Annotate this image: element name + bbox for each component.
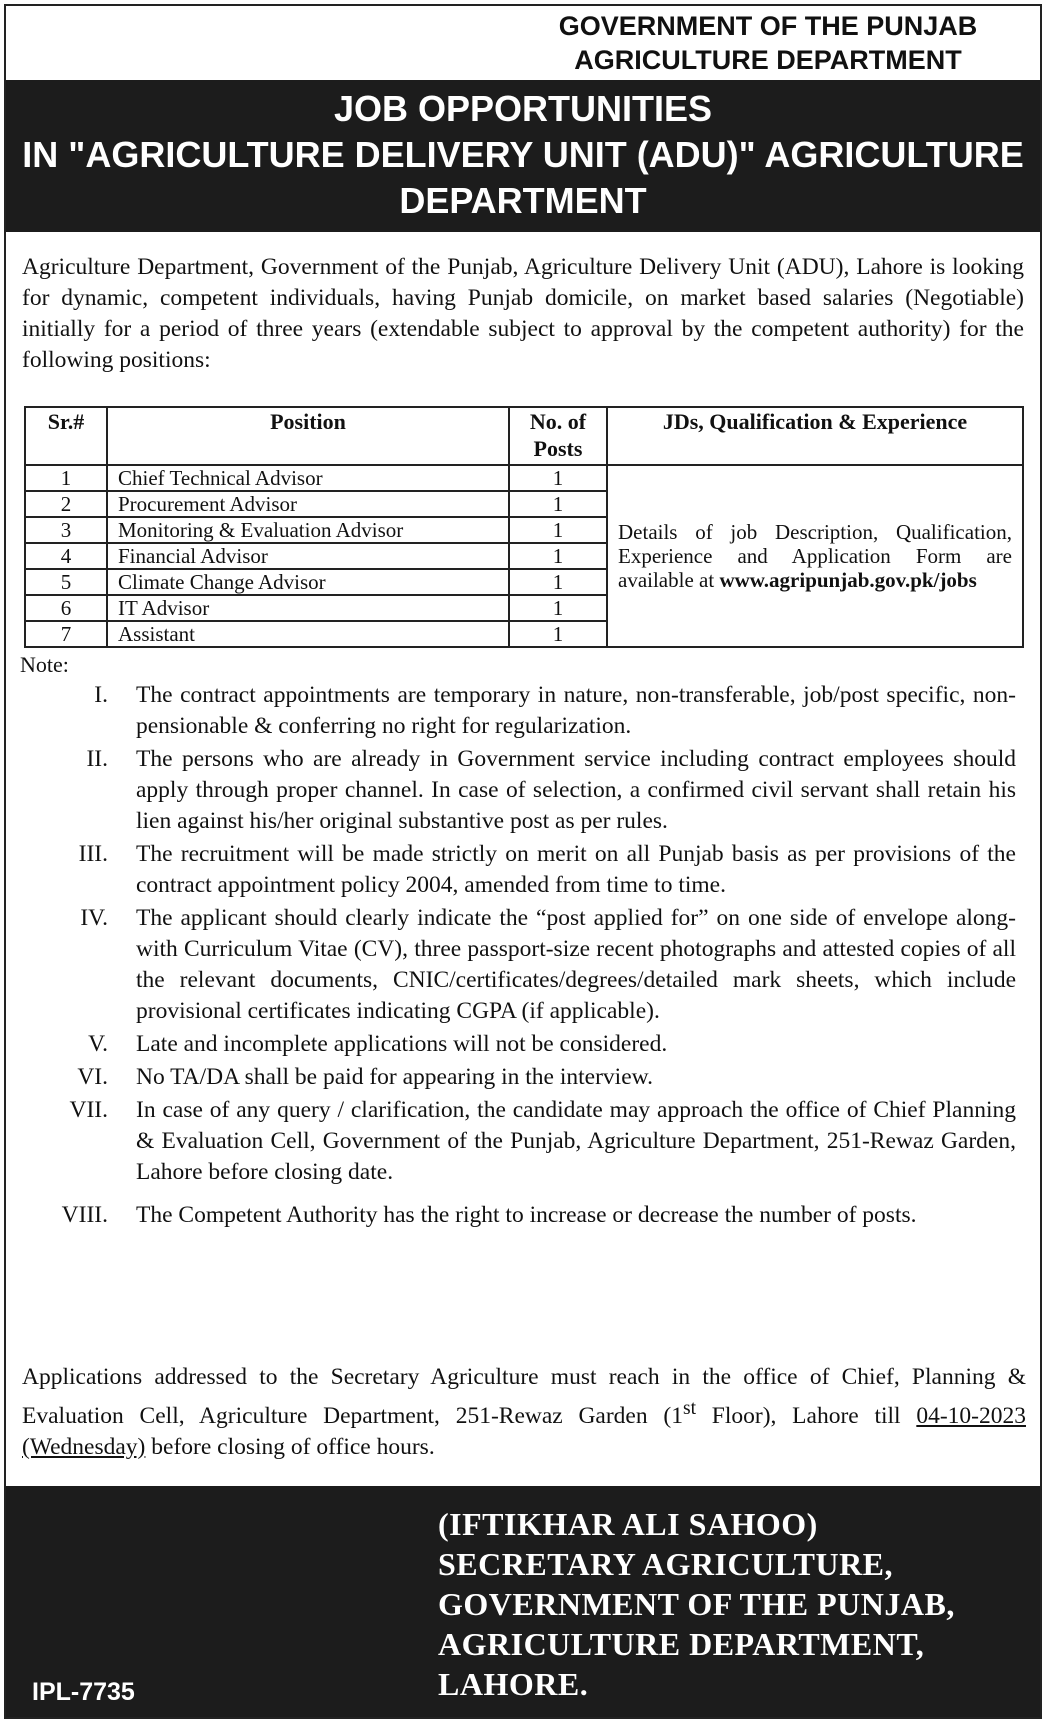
note-text: In case of any query / clarification, the candidate may approach the office of Chief Planning & Evaluation Cell, Government of the Punjab, Agriculture Department, 251-Rewaz Garden, Lahore before closing date.: [136, 1097, 1016, 1185]
row-position: Chief Technical Advisor: [107, 465, 509, 491]
row-sr: 3: [25, 517, 107, 543]
intro-paragraph: Agriculture Department, Government of the Punjab, Agriculture Delivery Unit (ADU), Lahore is looking for dynamic, competent individuals, having Punjab domicile, on market based salaries (Negotiable) initially for a period of three years (extendable subject to approval by the competent authority) for the following positions:: [22, 254, 1024, 373]
note-number: II.: [86, 746, 108, 772]
note-number: I.: [94, 682, 108, 708]
note-item: [36, 839, 1026, 901]
row-sr: 6: [25, 595, 107, 621]
note-text: The Competent Authority has the right to increase or decrease the number of posts.: [136, 1202, 917, 1228]
signatory-line-5: LAHORE.: [438, 1666, 589, 1702]
row-posts: 1: [509, 465, 607, 491]
row-posts: 1: [509, 595, 607, 621]
notes-list: [36, 680, 1026, 1233]
note-text: The recruitment will be made strictly on merit on all Punjab basis as per provisions of the contract appointment policy 2004, amended from time to time.: [136, 841, 1016, 898]
note-item: [36, 903, 1026, 1027]
note-title: Note:: [20, 652, 69, 677]
closing-text-middle: Floor), Lahore till: [696, 1402, 917, 1429]
row-sr: 4: [25, 543, 107, 569]
table-row: [25, 465, 1023, 491]
row-position: Climate Change Advisor: [107, 569, 509, 595]
title-banner: [6, 80, 1040, 232]
row-posts: 1: [509, 491, 607, 517]
row-sr: 7: [25, 621, 107, 647]
signatory-line-4: AGRICULTURE DEPARTMENT,: [438, 1626, 925, 1662]
note-number: V.: [88, 1031, 108, 1057]
closing-text-end: before closing of office hours.: [145, 1433, 435, 1460]
note-item: [36, 1200, 1026, 1231]
signature-block: [6, 1486, 1040, 1717]
note-text: Late and incomplete applications will not be considered.: [136, 1031, 668, 1057]
reference-code: IPL-7735: [32, 1678, 135, 1706]
note-number: III.: [78, 841, 108, 867]
note-text: No TA/DA shall be paid for appearing in the interview.: [136, 1064, 653, 1090]
note-text: The contract appointments are temporary in nature, non-transferable, job/post specific, non-pensionable & conferring no right for regularization.: [136, 682, 1016, 739]
note-number: IV.: [80, 905, 108, 931]
row-position: Procurement Advisor: [107, 491, 509, 517]
note-item: [36, 1029, 1026, 1060]
header-details: JDs, Qualification & Experience: [607, 407, 1023, 465]
signatory-line-3: GOVERNMENT OF THE PUNJAB,: [438, 1586, 955, 1622]
header-line-2: AGRICULTURE DEPARTMENT: [574, 45, 962, 75]
closing-deadline: 04-10-2023 (Wednesday): [22, 1402, 1026, 1460]
note-item: [36, 1062, 1026, 1093]
table-header-row: [25, 407, 1023, 465]
row-position: Assistant: [107, 621, 509, 647]
row-position: Monitoring & Evaluation Advisor: [107, 517, 509, 543]
government-header: [6, 6, 1040, 80]
positions-table: [24, 406, 1024, 648]
banner-line-1: JOB OPPORTUNITIES: [333, 88, 713, 129]
closing-text-start: Applications addressed to the Secretary Agriculture must reach in the office of Chief, Planning & Evaluation Cell, Agriculture Department, 251-Rewaz Garden (1: [22, 1364, 1026, 1429]
signatory-line-2: SECRETARY AGRICULTURE,: [438, 1546, 894, 1582]
row-posts: 1: [509, 543, 607, 569]
note-item: [36, 1095, 1026, 1188]
note-item: [36, 744, 1026, 837]
signatory-line-1: (IFTIKHAR ALI SAHOO): [438, 1506, 818, 1542]
signatory: [438, 1504, 955, 1704]
details-url: www.agripunjab.gov.pk/jobs: [719, 568, 977, 592]
banner-line-3: DEPARTMENT: [399, 180, 647, 221]
row-sr: 5: [25, 569, 107, 595]
details-cell: [607, 465, 1023, 647]
closing-superscript: st: [682, 1398, 697, 1419]
row-position: Financial Advisor: [107, 543, 509, 569]
closing-paragraph: [22, 1362, 1026, 1463]
row-position: IT Advisor: [107, 595, 509, 621]
row-posts: 1: [509, 517, 607, 543]
row-posts: 1: [509, 621, 607, 647]
note-number: VI.: [77, 1064, 108, 1090]
row-sr: 1: [25, 465, 107, 491]
row-posts: 1: [509, 569, 607, 595]
note-item: [36, 680, 1026, 742]
details-text: Details of job Description, Qualification, Experience and Application Form are available at: [618, 520, 1012, 592]
note-number: VIII.: [61, 1202, 108, 1228]
banner-line-2: IN "AGRICULTURE DELIVERY UNIT (ADU)" AGRICULTURE: [22, 134, 1024, 175]
header-line-1: GOVERNMENT OF THE PUNJAB: [558, 11, 978, 41]
note-number: VII.: [69, 1097, 108, 1123]
note-text: The applicant should clearly indicate the “post applied for” on one side of envelope along-with Curriculum Vitae (CV), three passport-size recent photographs and attested copies of all the relevant documents, CNIC/certificates/degrees/detailed mark sheets, which include provisional certificates indicating CGPA (if applicable).: [136, 905, 1016, 1024]
header-posts: No. of Posts: [509, 407, 607, 465]
advertisement-page: [4, 4, 1042, 1719]
header-position: Position: [107, 407, 509, 465]
note-text: The persons who are already in Government service including contract employees should apply through proper channel. In case of selection, a confirmed civil servant shall retain his lien against his/her original substantive post as per rules.: [136, 746, 1016, 834]
header-sr: Sr.#: [25, 407, 107, 465]
row-sr: 2: [25, 491, 107, 517]
